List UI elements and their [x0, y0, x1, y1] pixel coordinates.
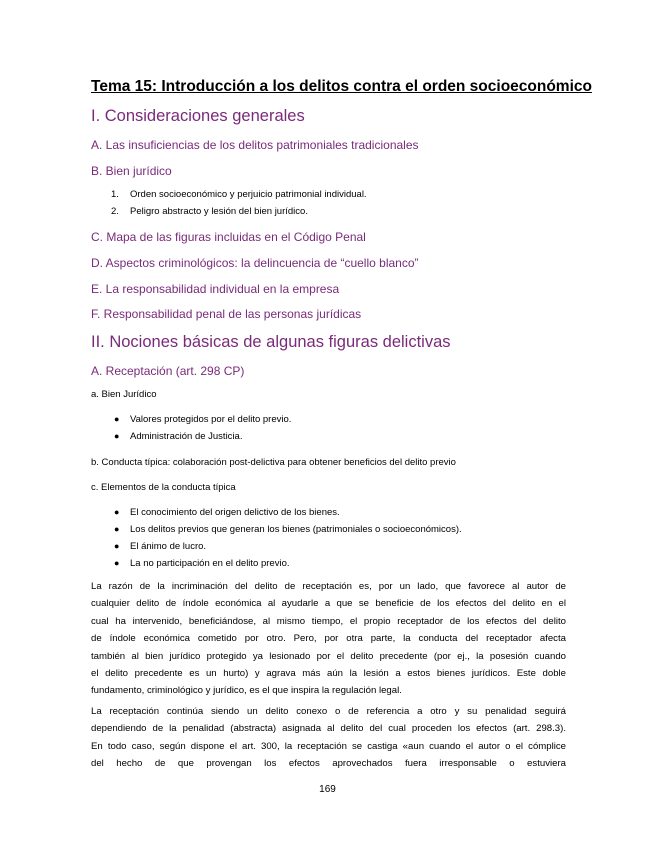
paragraph-line: En todo caso, según dispone el art. 300, la receptación se castiga «aun cuando el autor o el cómplice	[91, 740, 566, 752]
bullet-icon: ●	[114, 507, 120, 517]
list-item: El ánimo de lucro.	[130, 541, 207, 552]
paragraph-line: el delito precedente es un hurto) y agrava más aún la lesión a estos bienes jurídicos. Este doble	[91, 668, 566, 680]
paragraph-line: dependiendo de la penalidad (abstracta) asignada al delito del cual proceden los efectos (art. 298.3).	[91, 723, 566, 735]
paragraph-line: cualquier delito de índole económica al ayudarle a que se beneficie de los efectos del delito en el	[91, 598, 566, 610]
paragraph-line: cual ha intervenido, beneficiándose, al mismo tiempo, el propio receptador de los efectos del delito	[91, 615, 566, 627]
subheading-a: a. Bien Jurídico	[91, 389, 157, 400]
list-item: La no participación en el delito previo.	[130, 558, 290, 569]
paragraph-2	[91, 703, 566, 773]
paragraph-line: de índole económica cometido por otro. Pero, por otra parte, la conducta del receptador afecta	[91, 633, 566, 645]
list-number: 1.	[111, 189, 119, 200]
list-item: Orden socioeconómico y perjuicio patrimonial individual.	[130, 189, 367, 200]
section-1-c: C. Mapa de las figuras incluidas en el Código Penal	[91, 230, 366, 244]
subheading-c: c. Elementos de la conducta típica	[91, 482, 236, 493]
section-1-heading: I. Consideraciones generales	[91, 107, 305, 125]
section-1-a: A. Las insuficiencias de los delitos patrimoniales tradicionales	[91, 138, 419, 152]
list-item: Administración de Justicia.	[130, 431, 243, 442]
list-number: 2.	[111, 206, 119, 217]
page-number: 169	[319, 784, 336, 795]
bullet-icon: ●	[114, 431, 120, 441]
section-2-a: A. Receptación (art. 298 CP)	[91, 364, 245, 378]
list-item: El conocimiento del origen delictivo de los bienes.	[130, 507, 340, 518]
list-item: Los delitos previos que generan los bienes (patrimoniales o socioeconómicos).	[130, 524, 462, 535]
list-item: Peligro abstracto y lesión del bien jurídico.	[130, 206, 308, 217]
paragraph-line: del hecho de que provengan los efectos aprovechados fuera irresponsable o estuviera	[91, 758, 566, 770]
section-1-b: B. Bien jurídico	[91, 164, 172, 178]
paragraph-line: La razón de la incriminación del delito de receptación es, por un lado, que favorece al autor de	[91, 581, 566, 592]
section-2-heading: II. Nociones básicas de algunas figuras delictivas	[91, 333, 451, 351]
bullet-icon: ●	[114, 541, 120, 551]
section-1-d: D. Aspectos criminológicos: la delincuencia de “cuello blanco”	[91, 256, 419, 270]
paragraph-line: La receptación continúa siendo un delito conexo o de referencia a otro y su penalidad seguirá	[91, 706, 566, 717]
paragraph-1	[91, 578, 566, 700]
paragraph-line: también al bien jurídico protegido ya lesionado por el delito precedente (por ej., la posesión cuando	[91, 650, 566, 662]
subheading-b: b. Conducta típica: colaboración post-delictiva para obtener beneficios del delito previo	[91, 457, 456, 468]
section-1-e: E. La responsabilidad individual en la empresa	[91, 282, 340, 296]
page-title: Tema 15: Introducción a los delitos contra el orden socioeconómico	[91, 78, 592, 95]
section-1-f: F. Responsabilidad penal de las personas jurídicas	[91, 307, 362, 321]
bullet-icon: ●	[114, 414, 120, 424]
list-item: Valores protegidos por el delito previo.	[130, 414, 292, 425]
bullet-icon: ●	[114, 558, 120, 568]
bullet-icon: ●	[114, 524, 120, 534]
paragraph-line: fundamento, criminológico y jurídico, es el que inspira la regulación legal.	[91, 685, 402, 697]
